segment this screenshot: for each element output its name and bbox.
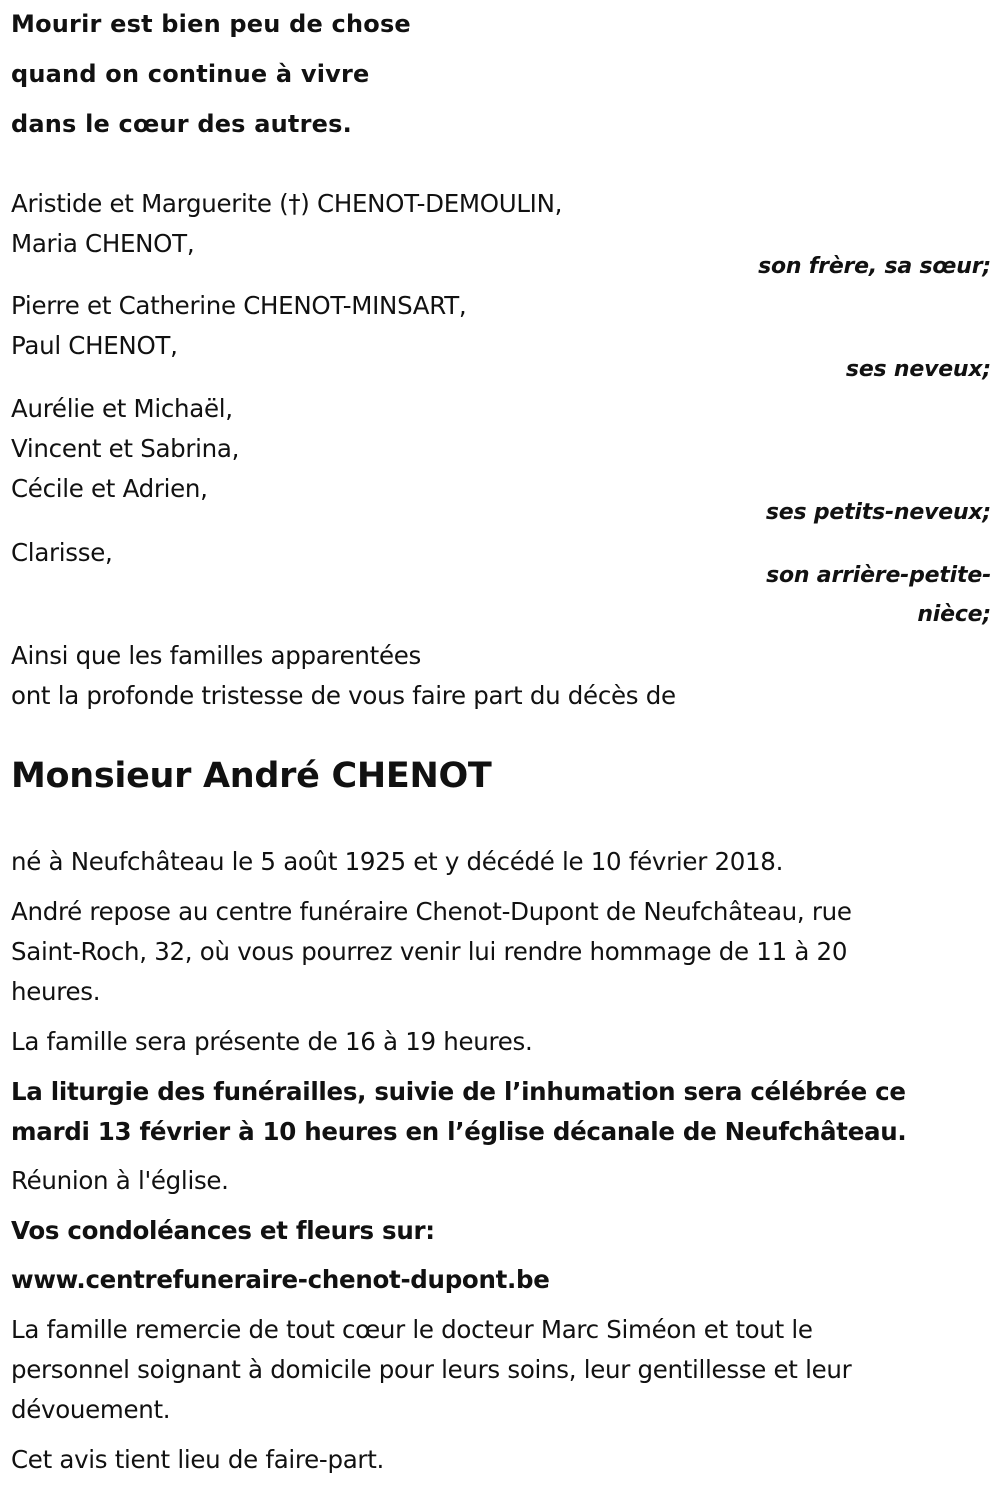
thanks-text: personnel soignant à domicile pour leurs soins, leur gentillesse et leur	[11, 1355, 852, 1384]
epigraph-line: quand on continue à vivre	[11, 60, 370, 88]
relation-label: ses neveux;	[845, 357, 991, 382]
condolences-label: Vos condoléances et fleurs sur:	[11, 1216, 435, 1245]
family-name-line: Aurélie et Michaël,	[11, 394, 233, 423]
epigraph-line: Mourir est bien peu de chose	[11, 10, 411, 38]
thanks-text: dévouement.	[11, 1395, 171, 1424]
family-name-line: Pierre et Catherine CHENOT-MINSART,	[11, 291, 467, 320]
repose-text: André repose au centre funéraire Chenot-Dupont de Neufchâteau, rue	[11, 897, 852, 926]
birth-death-text: né à Neufchâteau le 5 août 1925 et y décédé le 10 février 2018.	[11, 847, 784, 876]
family-name-line: Paul CHENOT,	[11, 331, 178, 360]
announcement-line: ont la profonde tristesse de vous faire part du décès de	[11, 681, 676, 710]
deceased-name: Monsieur André CHENOT	[11, 756, 492, 796]
relation-label: ses petits-neveux;	[765, 500, 991, 525]
repose-text: Saint-Roch, 32, où vous pourrez venir lui rendre hommage de 11 à 20	[11, 937, 848, 966]
family-name-line: Cécile et Adrien,	[11, 474, 208, 503]
repose-text: heures.	[11, 977, 101, 1006]
family-name-line: Maria CHENOT,	[11, 229, 195, 258]
epigraph-line: dans le cœur des autres.	[11, 110, 352, 138]
family-name-line: Clarisse,	[11, 538, 113, 567]
family-presence-text: La famille sera présente de 16 à 19 heures.	[11, 1027, 533, 1056]
announcement-line: Ainsi que les familles apparentées	[11, 641, 421, 670]
relation-label: son arrière-petite-	[766, 563, 991, 588]
relation-label: son frère, sa sœur;	[758, 254, 991, 279]
family-name-line: Vincent et Sabrina,	[11, 434, 240, 463]
liturgy-text: mardi 13 février à 10 heures en l’église décanale de Neufchâteau.	[11, 1117, 907, 1146]
website-link[interactable]: www.centrefuneraire-chenot-dupont.be	[11, 1265, 550, 1294]
thanks-text: La famille remercie de tout cœur le docteur Marc Siméon et tout le	[11, 1315, 813, 1344]
relation-label: nièce;	[917, 602, 991, 627]
closing-text: Cet avis tient lieu de faire-part.	[11, 1445, 384, 1474]
family-name-line: Aristide et Marguerite (†) CHENOT-DEMOULIN,	[11, 189, 563, 218]
meeting-text: Réunion à l'église.	[11, 1166, 229, 1195]
liturgy-text: La liturgie des funérailles, suivie de l’inhumation sera célébrée ce	[11, 1077, 906, 1106]
